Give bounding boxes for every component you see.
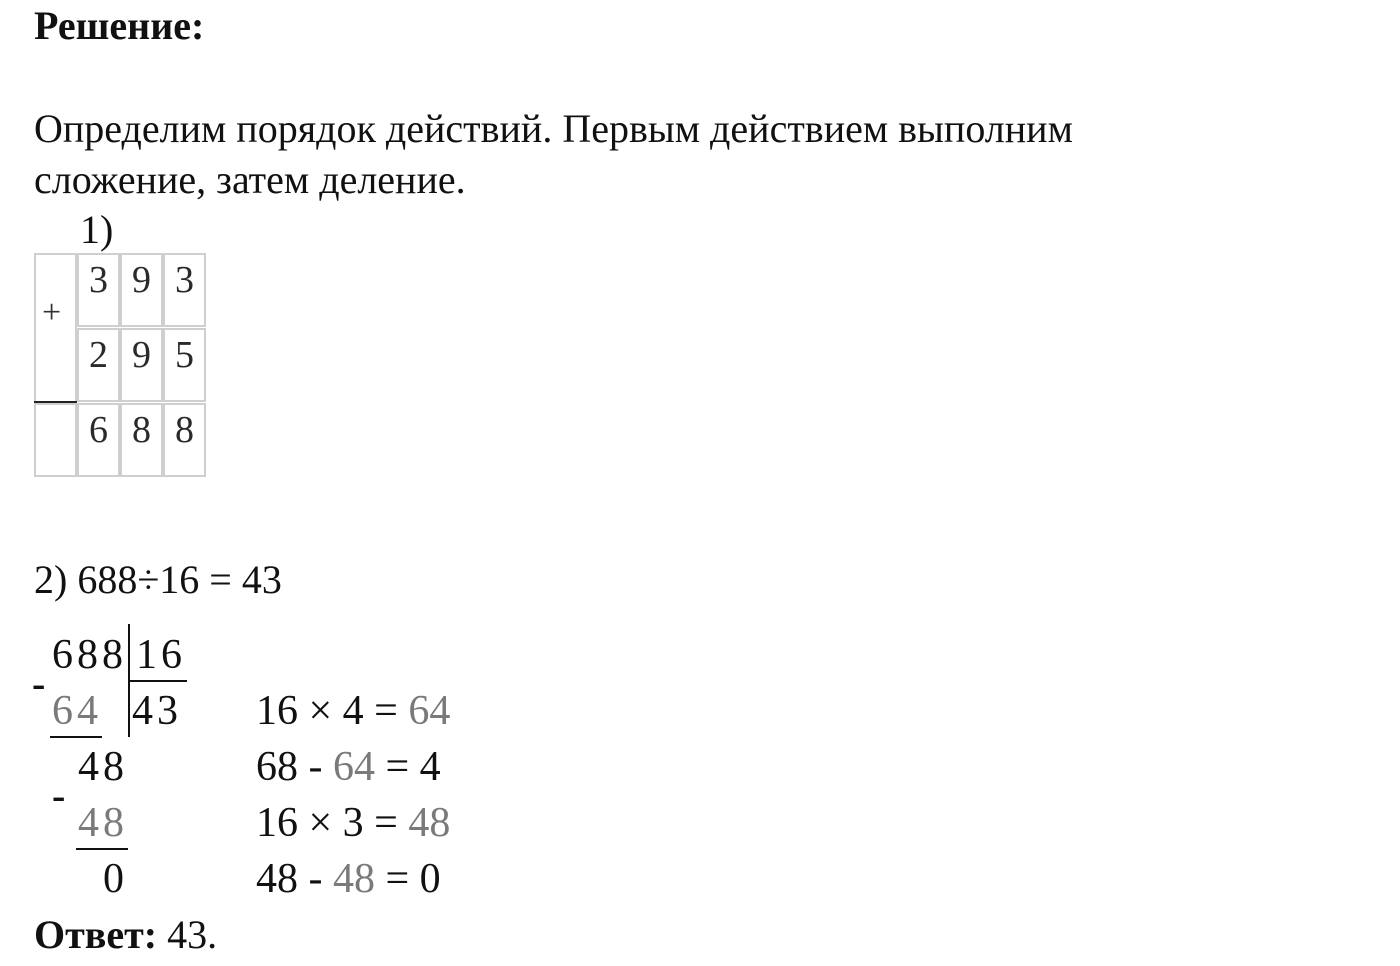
addend2-digit-2: 9: [120, 328, 163, 402]
sum-digit-3: 8: [163, 403, 206, 477]
plus-sign: +: [42, 294, 62, 331]
divisor: 16: [136, 632, 186, 678]
sum-digit-1: 6: [77, 403, 120, 477]
subtraction-line-1: [50, 736, 102, 738]
remainder-final: 0: [103, 856, 128, 902]
answer-label: Ответ:: [34, 912, 158, 957]
solution-heading: Решение:: [34, 3, 205, 48]
calc-line-3: 16 × 3 = 48: [256, 800, 451, 846]
empty-cell: [34, 403, 77, 477]
explanation-line-2: сложение, затем деление.: [34, 157, 466, 202]
subtrahend-1: 64: [52, 688, 102, 734]
calc-line-2: 68 - 64 = 4: [256, 744, 441, 790]
subtraction-line-2: [76, 848, 128, 850]
explanation-line-1: Определим порядок действий. Первым действием выполним: [34, 106, 1073, 151]
answer-line: [34, 910, 217, 960]
step-2-label: 2) 688÷16 = 43: [34, 557, 282, 602]
minus-sign-2: -: [52, 773, 66, 818]
addend2-digit-3: 5: [163, 328, 206, 402]
sum-digit-2: 8: [120, 403, 163, 477]
answer-value: 43.: [157, 912, 218, 957]
dividend: 688: [52, 632, 127, 678]
blank-patch: [880, 892, 1106, 926]
step-1-label: 1): [80, 207, 114, 252]
remainder-1: 48: [78, 744, 128, 790]
addend2-digit-1: 2: [77, 328, 120, 402]
quotient: 43: [132, 688, 182, 734]
minus-sign-1: -: [32, 661, 46, 706]
addend1-digit-3: 3: [163, 253, 206, 327]
addend1-digit-2: 9: [120, 253, 163, 327]
divisor-underline: [129, 680, 187, 682]
calc-line-4: 48 - 48 = 0: [256, 856, 441, 902]
addend1-digit-1: 3: [77, 253, 120, 327]
calc-line-1: 16 × 4 = 64: [256, 688, 451, 734]
subtrahend-2: 48: [78, 800, 128, 846]
